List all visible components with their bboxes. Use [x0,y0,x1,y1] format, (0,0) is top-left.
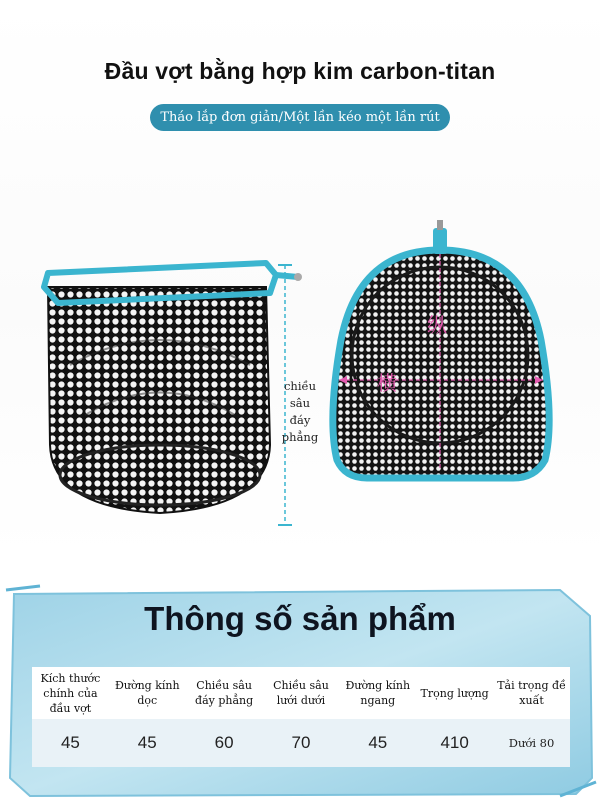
spec-header-cell: Chiều sâu lưới dưới [263,667,340,719]
subtitle-badge: Tháo lắp đơn giản/Một lần kéo một lần rút [150,104,450,131]
spec-value-cell: 45 [32,719,109,767]
net-top-view-illustration [323,220,558,490]
spec-header-cell: Trọng lượng [416,667,493,719]
spec-panel [0,582,600,800]
spec-header-cell: Kích thước chính của đầu vợt [32,667,109,719]
spec-value-cell: 45 [339,719,416,767]
depth-label-line: chiều [283,379,316,393]
spec-header-cell: Đường kính ngang [339,667,416,719]
depth-label-line: sâu [289,396,311,410]
depth-label-line: đáy [289,413,311,427]
depth-label-line: phẳng [281,430,319,444]
page-title: Đầu vợt bằng hợp kim carbon-titan [104,58,496,84]
spec-header-cell: Đường kính dọc [109,667,186,719]
vertical-axis-mark: 纵 [427,313,447,337]
spec-table [32,667,570,767]
spec-value-cell: 410 [416,719,493,767]
spec-header-cell: Chiều sâu đáy phẳng [186,667,263,719]
spec-header-cell: Tải trọng đề xuất [493,667,570,719]
spec-value-cell: 70 [263,719,340,767]
spec-value-row [32,719,570,767]
spec-value-cell: Dưới 80 [493,719,570,767]
depth-label [278,378,322,446]
basket-net-illustration [30,245,305,535]
spec-header-row [32,667,570,719]
specs-title: Thông số sản phẩm [144,600,456,637]
spec-value-cell: 45 [109,719,186,767]
spec-value-cell: 60 [186,719,263,767]
horizontal-axis-mark: 横 [377,371,397,395]
